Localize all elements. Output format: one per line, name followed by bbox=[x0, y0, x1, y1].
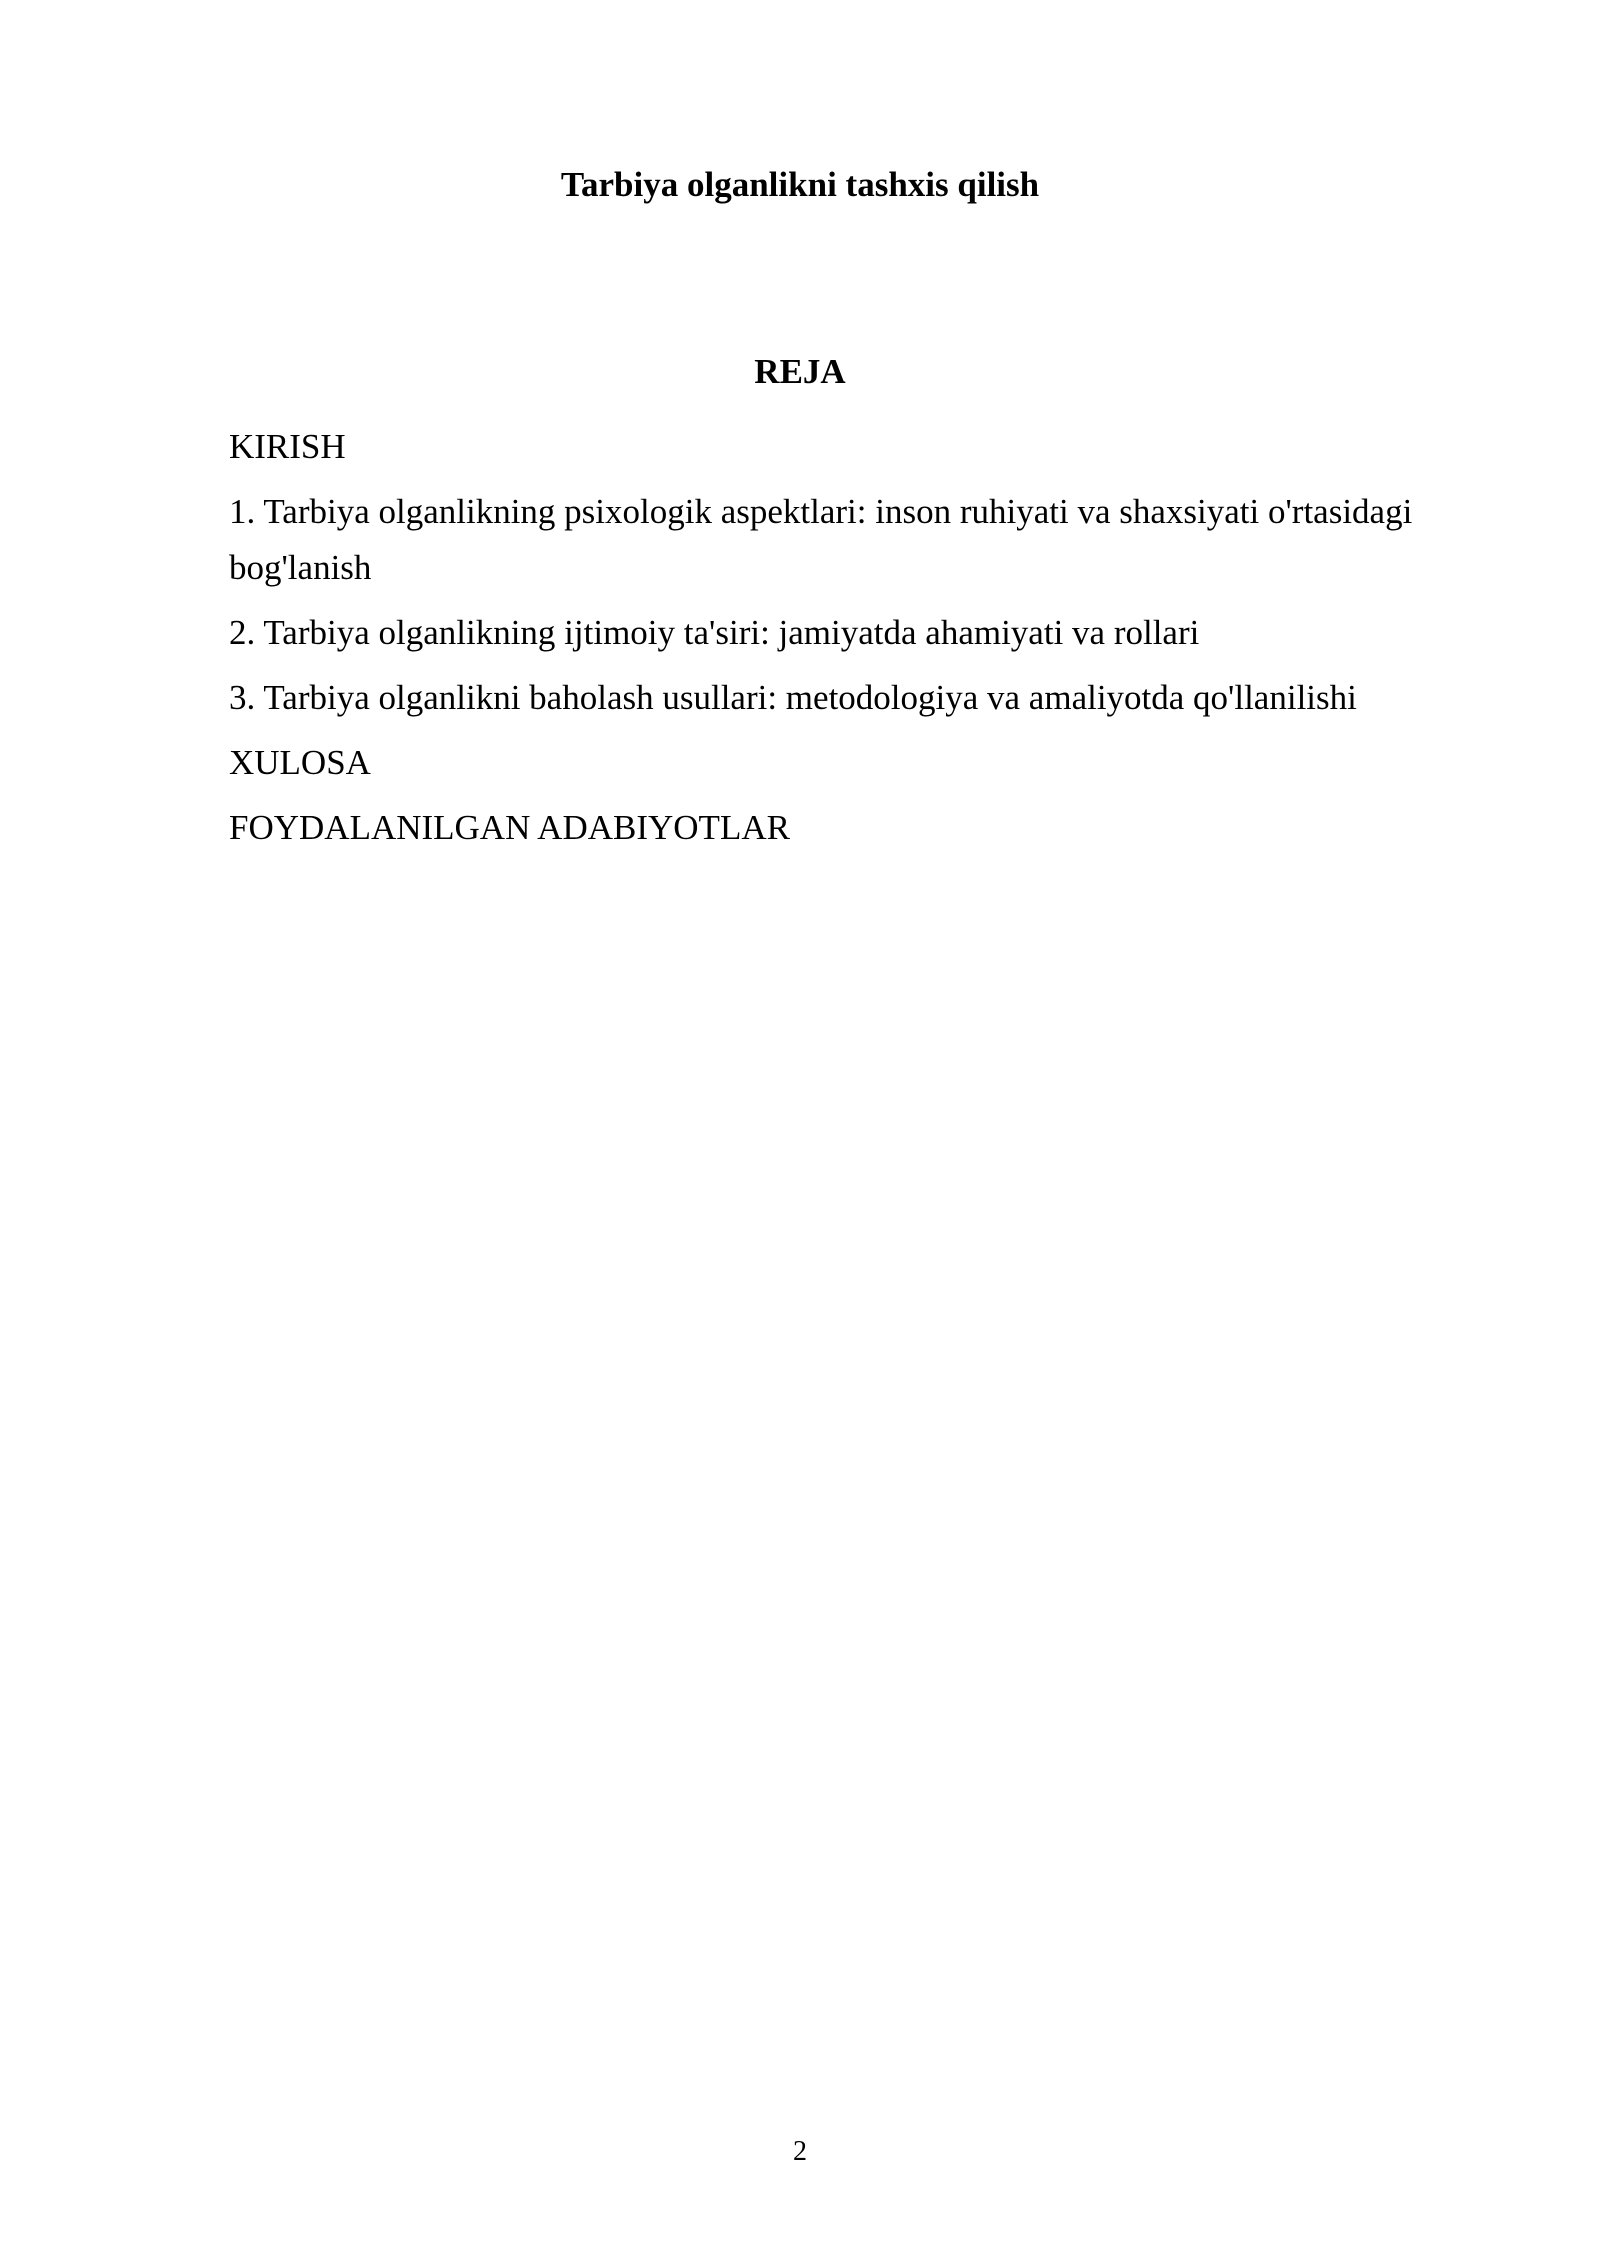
page-number: 2 bbox=[793, 2136, 807, 2167]
toc-item-conclusion: XULOSA bbox=[229, 743, 371, 782]
toc-item-3: 3. Tarbiya olganlikni baholash usullari: metodologiya va amaliyotda qo'llanilishi bbox=[229, 678, 1357, 717]
toc-item-1: 1. Tarbiya olganlikning psixologik aspektlari: inson ruhiyati va shaxsiyati o'rtasidagi bog'lanish bbox=[229, 492, 1413, 587]
document-title: Tarbiya olganlikni tashxis qilish bbox=[560, 165, 1040, 204]
plan-heading: REJA bbox=[754, 352, 846, 391]
toc-item-introduction: KIRISH bbox=[229, 427, 346, 466]
toc-item-2: 2. Tarbiya olganlikning ijtimoiy ta'siri: jamiyatda ahamiyati va rollari bbox=[229, 613, 1200, 652]
table-of-contents bbox=[229, 419, 1459, 865]
toc-item-references: FOYDALANILGAN ADABIYOTLAR bbox=[229, 808, 790, 847]
